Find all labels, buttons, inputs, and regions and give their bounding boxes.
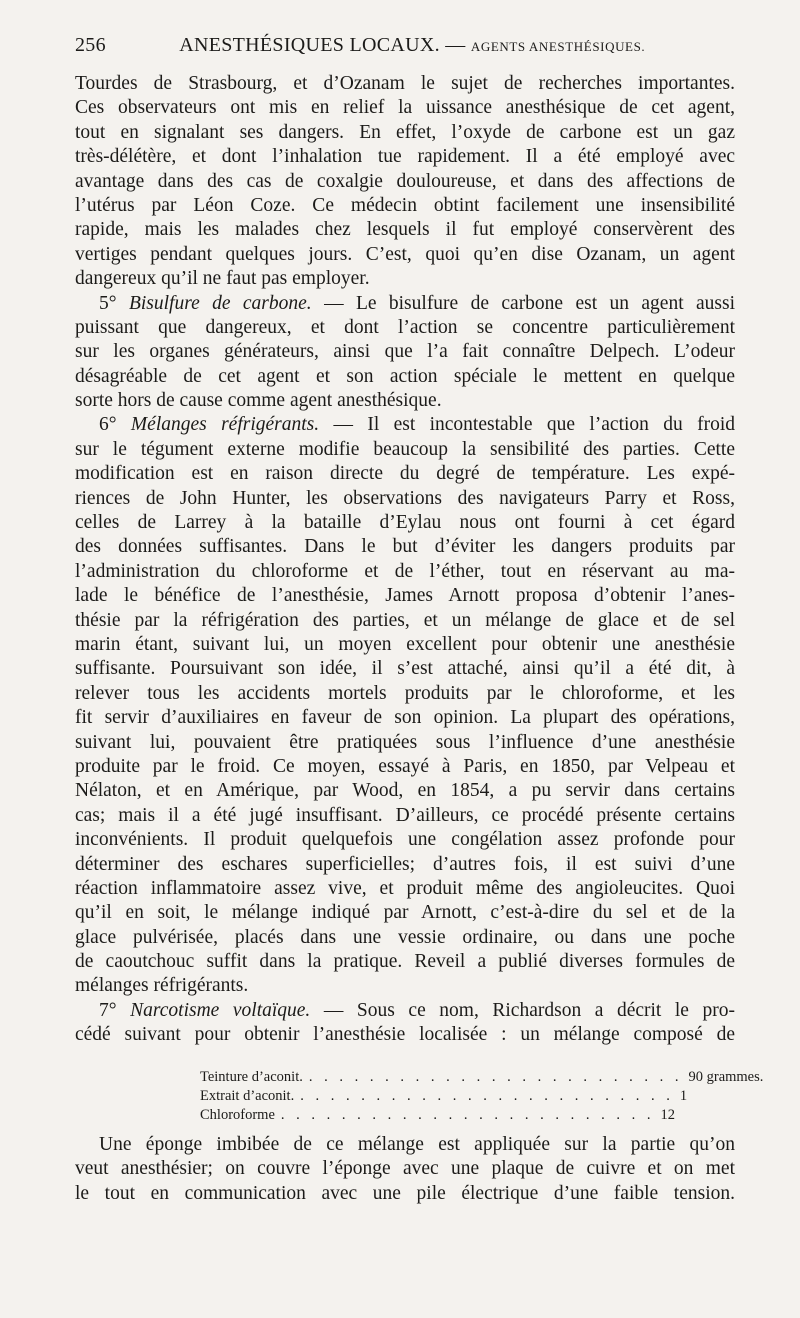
paragraph-heading: Narcotisme voltaïque. [130,999,311,1021]
text-line: suffisante. Poursuivant son idée, il s’est attaché, ainsi qu’il a été dit, à [75,658,735,680]
header-dash: — [445,34,466,56]
ingredient-quantity: 90 grammes. [688,1069,764,1085]
text-line: l’administration du chloroforme et de l’éther, tout en réservant au ma- [75,560,735,582]
recipe-row [200,1087,688,1106]
recipe-table [200,1068,764,1124]
text-line: de caoutchouc suffit dans la pratique. Reveil a publié diverses formules de [75,951,735,973]
running-title: ANESTHÉSIQUES LOCAUX. [179,34,440,56]
section-title: AGENTS ANESTHÉSIQUES. [470,39,646,54]
text-line: veut anesthésier; on couvre l’éponge avec une plaque de cuivre et on met [75,1158,735,1180]
text-line: désagréable de cet agent et son action spéciale le mettent en quelque [75,365,735,387]
text-line: l’utérus par Léon Coze. Ce médecin obtint facilement une insensibilité [75,194,735,216]
running-header [75,34,735,57]
ingredient-name: Teinture d’aconit. [200,1069,303,1085]
paragraph-6-first-line [75,413,735,437]
main-text [75,72,735,1048]
text-line: mélanges réfrigérants. [75,975,249,997]
paragraph-heading: Bisulfure de carbone. [128,292,312,314]
paragraph-number: 7° [99,999,117,1021]
text-line: avantage dans des cas de coxalgie douloureuse, et dans des affections de [75,170,735,192]
text-line: cédé suivant pour obtenir l’anesthésie localisée : un mélange composé de [75,1024,735,1046]
paragraph-number: 5° [99,292,117,314]
text-line: lade le bénéfice de l’anesthésie, James Arnott proposa d’obtenir l’anes- [75,585,735,607]
ingredient-name: Extrait d’aconit. [200,1087,295,1104]
text-line: Ces observateurs ont mis en relief la uissance anesthésique de cet agent, [75,97,735,119]
text-line: sur les organes générateurs, ainsi que l’a fait connaître Delpech. L’odeur [75,341,735,363]
text-line: relever tous les accidents mortels produits par le chloroforme, et les [75,682,735,704]
paragraph-heading: Mélanges réfrigérants. [130,414,320,436]
text-fragment: — Il est incontestable que l’action du froid [333,414,736,436]
text-line: fit servir d’auxiliaires en faveur de son opinion. La plupart des opérations, [75,707,735,729]
text-line: inconvénients. Il produit quelquefois une congélation assez profonde pour [75,829,735,851]
text-line: produite par le froid. Ce moyen, essayé à Paris, en 1850, par Velpeau et [75,755,735,777]
text-line: des données suffisantes. Dans le but d’éviter les dangers produits par [75,536,735,558]
ingredient-name: Chloroforme [200,1106,275,1123]
text-line: glace pulvérisée, placés dans une vessie ordinaire, ou dans une poche [75,926,735,948]
leader-dots: . . . . . . . . . . . . . . . . . . . . . . . . . [308,1069,683,1085]
text-line: Tourdes de Strasbourg, et d’Ozanam le sujet de recherches importantes. [75,73,735,94]
text-line: déterminer des eschares superficielles; d’autres fois, il est suivi d’une [75,853,735,875]
text-line: le tout en communication avec une pile électrique d’une faible tension. [75,1182,735,1204]
text-line: qu’il en soit, le mélange indiqué par Arnott, c’est-à-dire du sel et de la [75,902,735,924]
text-line: réaction inflammatoire assez vive, et produit même des angioleucites. Quoi [75,877,735,899]
paragraph-5-first-line [75,292,735,316]
text-line: puissant que dangereux, et dont l’action se concentre particulièrement [75,316,735,338]
recipe-row [200,1068,764,1087]
text-fragment: — Sous ce nom, Richardson a décrit le pro- [323,999,736,1021]
text-line: cas; mais il a été jugé insuffisant. D’ailleurs, ce procédé présente certains [75,804,735,826]
text-line: thésie par la réfrigération des parties, et un mélange de glace et de sel [75,609,735,631]
page-number: 256 [75,34,106,56]
text-line: très-délétère, et dont l’inhalation tue rapidement. Il a été employé avec [75,146,735,168]
ingredient-quantity: 12 [660,1106,676,1123]
ingredient-quantity: 1 [679,1087,688,1104]
text-line: sur le tégument externe modifie beaucoup la sensibilité des parties. Cette [75,438,735,460]
leader-dots: . . . . . . . . . . . . . . . . . . . . . . . . . [280,1106,655,1123]
text-line: celles de Larrey à la bataille d’Eylau nous ont fourni à cet égard [75,512,735,534]
recipe-row [200,1106,680,1125]
text-line: suivant lui, pouvaient être pratiquées sous l’influence d’une anesthésie [75,731,735,753]
paragraph-7-first-line [75,999,735,1023]
text-line: tout en signalant ses dangers. En effet, l’oxyde de carbone est un gaz [75,121,735,143]
closing-paragraph [75,1133,735,1206]
leader-dots: . . . . . . . . . . . . . . . . . . . . . . . . . [300,1087,674,1104]
paragraph-number: 6° [99,414,117,436]
text-line: dangereux qu’il ne faut pas employer. [75,268,370,290]
text-line: Nélaton, et en Amérique, par Wood, en 1854, a pu servir dans certains [75,780,735,802]
text-line: riences de John Hunter, les observations des navigateurs Parry et Ross, [75,487,735,509]
text-line: vertiges pendant quelques jours. C’est, quoi qu’en dise Ozanam, un agent [75,243,735,265]
text-line: sorte hors de cause comme agent anesthésique. [75,390,442,412]
text-line: Une éponge imbibée de ce mélange est appliquée sur la partie qu’on [99,1134,735,1155]
text-line: modification est en raison directe du degré de température. Les expé- [75,463,735,485]
text-line: rapide, mais les malades chez lesquels il fut employé conservèrent des [75,219,735,241]
text-line: marin étant, suivant lui, un moyen excellent pour obtenir une anesthésie [75,633,735,655]
text-fragment: — Le bisulfure de carbone est un agent aussi [324,292,736,314]
